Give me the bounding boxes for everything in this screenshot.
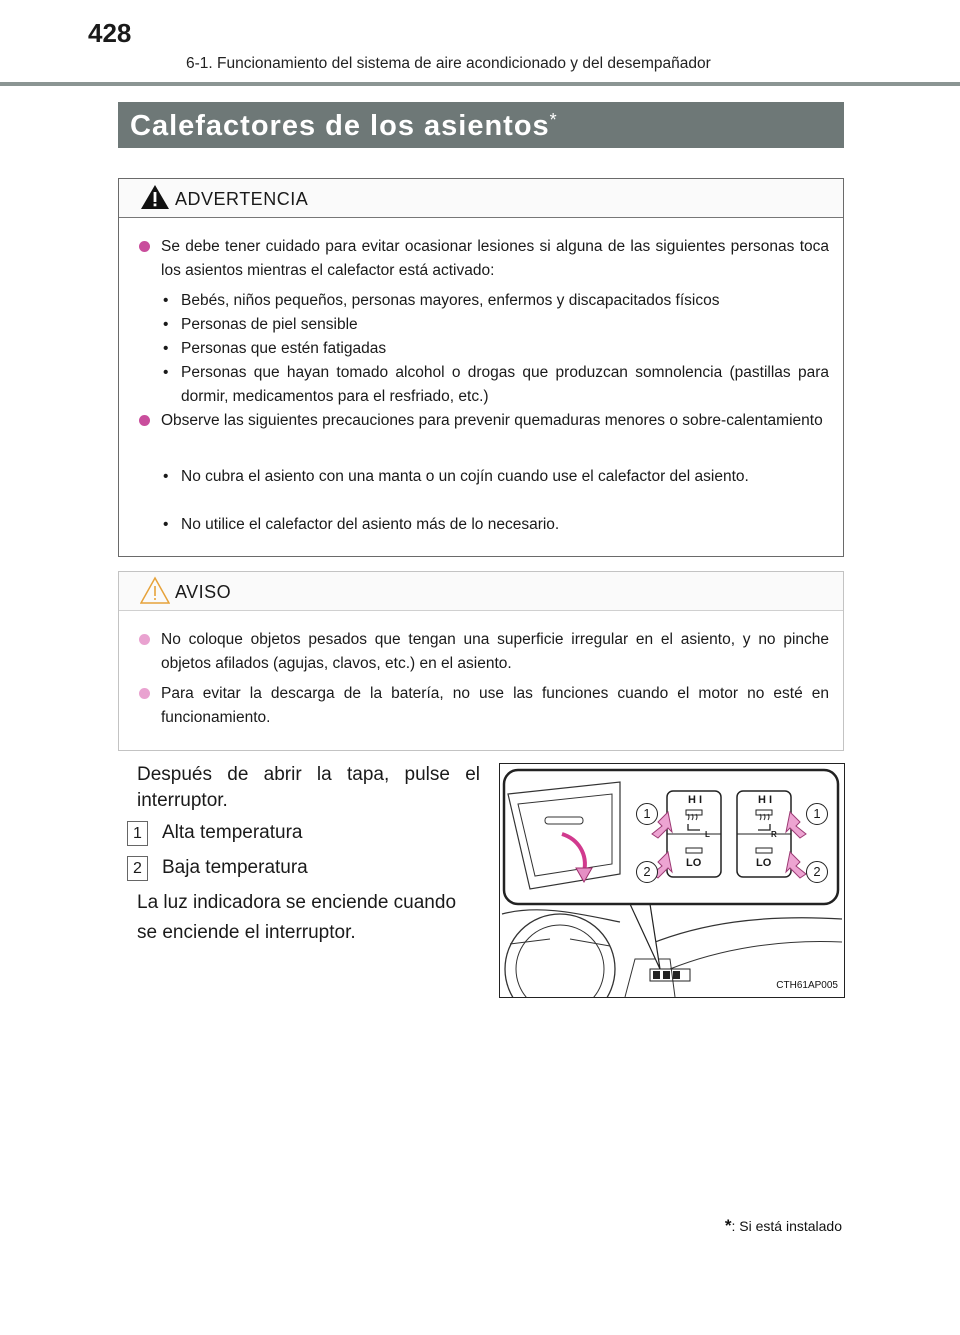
- bullet-dot-icon: [139, 634, 150, 645]
- title-marker: *: [549, 110, 558, 130]
- notice-item-1: No coloque objetos pesados que tengan una superficie irregular en el asiento, y no pinche objetos afilados (agujas, clavos, etc.) en el asiento.: [139, 628, 829, 676]
- callout-2-left: 2: [636, 861, 658, 883]
- step-number-2: 2: [127, 856, 148, 881]
- instruction-intro-line2: interruptor.: [137, 790, 228, 811]
- bullet-dot-icon: [139, 241, 150, 252]
- warning-bullet: • Personas que estén fatigadas: [163, 340, 387, 357]
- figure-code: CTH61AP005: [776, 980, 838, 991]
- callout-1-left: 1: [636, 803, 658, 825]
- notice-label: AVISO: [175, 582, 232, 602]
- footnote-text: : Si está instalado: [731, 1218, 842, 1234]
- right-lo-label: LO: [756, 857, 772, 869]
- warning-bullet: • No utilice el calefactor del asiento más de lo necesario.: [163, 516, 560, 533]
- bullet-dot-icon: [139, 415, 150, 426]
- warning-label: ADVERTENCIA: [175, 189, 309, 209]
- warning-bullet: • No cubra el asiento con una manta o un cojín cuando use el calefactor del asiento.: [163, 468, 749, 485]
- page-title-bar: [118, 102, 844, 148]
- page-number: 428: [88, 18, 132, 48]
- warning-header: [119, 179, 843, 218]
- indicator-note-line2: se enciende el interruptor.: [137, 922, 356, 943]
- warning-box: [118, 178, 844, 557]
- left-side-label: L: [705, 830, 710, 839]
- warning-item-1: Se debe tener cuidado para evitar ocasionar lesiones si alguna de las siguientes personas toca los asientos mientras el calefactor está activado:: [139, 235, 829, 283]
- left-lo-label: LO: [686, 857, 702, 869]
- warning-bullet: • Personas que hayan tomado alcohol o drogas que produzcan somnolencia (pastillas para dormir, medicamentos para el resfriado, etc.): [163, 364, 829, 405]
- header-rule: [0, 82, 960, 86]
- seat-heater-illustration: [499, 763, 845, 998]
- right-hi-label: H I: [758, 794, 773, 806]
- footnote: [725, 1216, 842, 1236]
- press-arrows: [500, 764, 844, 997]
- section-header: 6-1. Funcionamiento del sistema de aire acondicionado y del desempañador: [186, 55, 711, 72]
- warning-bullet: • Bebés, niños pequeños, personas mayores, enfermos y discapacitados físicos: [163, 292, 720, 309]
- instruction-intro-line1: Después de abrir la tapa, pulse el: [137, 764, 480, 785]
- bullet-dot-icon: [139, 688, 150, 699]
- page-title-text: Calefactores de los asientos: [130, 110, 550, 142]
- notice-box: [118, 571, 844, 751]
- footnote-marker: *: [724, 1216, 732, 1235]
- step-label-1: Alta temperatura: [162, 822, 303, 843]
- notice-item-2: Para evitar la descarga de la batería, no use las funciones cuando el motor no esté en funcionamiento.: [139, 682, 829, 730]
- notice-header: [119, 572, 843, 611]
- callout-2-right: 2: [806, 861, 828, 883]
- page-title: [130, 110, 558, 143]
- step-number-1: 1: [127, 821, 148, 846]
- left-hi-label: H I: [688, 794, 703, 806]
- warning-item-2: Observe las siguientes precauciones para prevenir quemaduras menores o sobre-calentamiento: [139, 409, 829, 433]
- indicator-note-line1: La luz indicadora se enciende cuando: [137, 892, 457, 913]
- callout-1-right: 1: [806, 803, 828, 825]
- warning-bullet: • Personas de piel sensible: [163, 316, 358, 333]
- caution-triangle-icon: [140, 576, 170, 606]
- right-side-label: R: [771, 830, 777, 839]
- step-label-2: Baja temperatura: [162, 857, 308, 878]
- warning-triangle-icon: [140, 183, 170, 211]
